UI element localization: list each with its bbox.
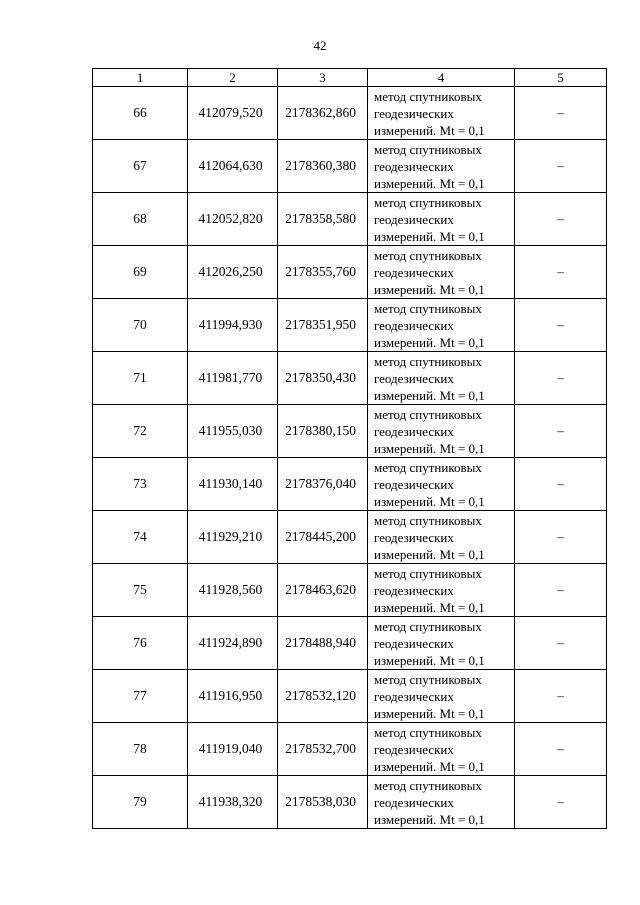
note-cell: – — [515, 458, 607, 511]
coordinate-y-cell: 2178355,760 — [278, 246, 368, 299]
table-row — [93, 776, 607, 829]
note-cell: – — [515, 140, 607, 193]
method-cell — [368, 352, 515, 405]
note-cell: – — [515, 564, 607, 617]
point-number-cell: 71 — [93, 352, 188, 405]
table-row — [93, 140, 607, 193]
coordinate-x-cell: 412064,630 — [188, 140, 278, 193]
note-cell: – — [515, 193, 607, 246]
coordinate-x-cell: 411919,040 — [188, 723, 278, 776]
table-header — [93, 69, 607, 87]
coordinate-x-cell: 411981,770 — [188, 352, 278, 405]
method-cell — [368, 458, 515, 511]
header-cell-5: 5 — [515, 69, 607, 87]
coordinate-x-cell: 411924,890 — [188, 617, 278, 670]
method-cell — [368, 87, 515, 140]
table-row — [93, 87, 607, 140]
coordinate-y-cell: 2178445,200 — [278, 511, 368, 564]
coordinate-y-cell: 2178362,860 — [278, 87, 368, 140]
coordinate-x-cell: 411955,030 — [188, 405, 278, 458]
point-number-cell: 66 — [93, 87, 188, 140]
note-cell: – — [515, 670, 607, 723]
method-text: метод спутниковых геодезических измерений. Mt = 0,1 — [374, 194, 485, 244]
method-text: метод спутниковых геодезических измерений. Mt = 0,1 — [374, 618, 485, 668]
table-row — [93, 511, 607, 564]
point-number-cell: 79 — [93, 776, 188, 829]
coordinate-y-cell: 2178358,580 — [278, 193, 368, 246]
point-number-cell: 69 — [93, 246, 188, 299]
method-cell — [368, 140, 515, 193]
note-cell: – — [515, 87, 607, 140]
method-text: метод спутниковых геодезических измерений. Mt = 0,1 — [374, 353, 485, 403]
coordinate-y-cell: 2178380,150 — [278, 405, 368, 458]
point-number-cell: 72 — [93, 405, 188, 458]
table-row — [93, 458, 607, 511]
table-row — [93, 246, 607, 299]
note-cell: – — [515, 405, 607, 458]
header-row — [93, 69, 607, 87]
method-cell — [368, 299, 515, 352]
method-text: метод спутниковых геодезических измерений. Mt = 0,1 — [374, 512, 485, 562]
table-row — [93, 299, 607, 352]
point-number-cell: 67 — [93, 140, 188, 193]
note-cell: – — [515, 511, 607, 564]
method-text: метод спутниковых геодезических измерений. Mt = 0,1 — [374, 777, 485, 827]
method-text: метод спутниковых геодезических измерений. Mt = 0,1 — [374, 459, 485, 509]
method-text: метод спутниковых геодезических измерений. Mt = 0,1 — [374, 141, 485, 191]
point-number-cell: 78 — [93, 723, 188, 776]
table-row — [93, 564, 607, 617]
note-cell: – — [515, 617, 607, 670]
coordinate-y-cell: 2178463,620 — [278, 564, 368, 617]
coordinate-x-cell: 412079,520 — [188, 87, 278, 140]
note-cell: – — [515, 776, 607, 829]
method-cell — [368, 193, 515, 246]
table-row — [93, 723, 607, 776]
coordinate-y-cell: 2178350,430 — [278, 352, 368, 405]
coordinate-x-cell: 411930,140 — [188, 458, 278, 511]
method-cell — [368, 511, 515, 564]
coordinate-x-cell: 411994,930 — [188, 299, 278, 352]
coordinate-y-cell: 2178532,700 — [278, 723, 368, 776]
header-cell-4: 4 — [368, 69, 515, 87]
coordinate-y-cell: 2178488,940 — [278, 617, 368, 670]
coordinate-y-cell: 2178532,120 — [278, 670, 368, 723]
table-row — [93, 405, 607, 458]
note-cell: – — [515, 246, 607, 299]
table-body — [93, 87, 607, 829]
coordinate-y-cell: 2178360,380 — [278, 140, 368, 193]
coordinate-y-cell: 2178538,030 — [278, 776, 368, 829]
table-row — [93, 352, 607, 405]
table-row — [93, 193, 607, 246]
point-number-cell: 74 — [93, 511, 188, 564]
method-cell — [368, 246, 515, 299]
method-text: метод спутниковых геодезических измерений. Mt = 0,1 — [374, 247, 485, 297]
method-cell — [368, 723, 515, 776]
point-number-cell: 70 — [93, 299, 188, 352]
point-number-cell: 75 — [93, 564, 188, 617]
note-cell: – — [515, 352, 607, 405]
coordinate-x-cell: 411929,210 — [188, 511, 278, 564]
method-text: метод спутниковых геодезических измерений. Mt = 0,1 — [374, 671, 485, 721]
point-number-cell: 68 — [93, 193, 188, 246]
point-number-cell: 76 — [93, 617, 188, 670]
method-cell — [368, 670, 515, 723]
method-text: метод спутниковых геодезических измерений. Mt = 0,1 — [374, 88, 485, 138]
note-cell: – — [515, 299, 607, 352]
header-cell-1: 1 — [93, 69, 188, 87]
table-row — [93, 670, 607, 723]
method-text: метод спутниковых геодезических измерений. Mt = 0,1 — [374, 406, 485, 456]
coordinate-y-cell: 2178376,040 — [278, 458, 368, 511]
coordinate-x-cell: 411916,950 — [188, 670, 278, 723]
coordinate-x-cell: 412052,820 — [188, 193, 278, 246]
method-text: метод спутниковых геодезических измерений. Mt = 0,1 — [374, 565, 485, 615]
method-cell — [368, 617, 515, 670]
header-cell-2: 2 — [188, 69, 278, 87]
point-number-cell: 77 — [93, 670, 188, 723]
coordinate-x-cell: 411928,560 — [188, 564, 278, 617]
coordinates-table — [92, 68, 607, 829]
method-cell — [368, 405, 515, 458]
point-number-cell: 73 — [93, 458, 188, 511]
table-row — [93, 617, 607, 670]
method-text: метод спутниковых геодезических измерений. Mt = 0,1 — [374, 724, 485, 774]
coordinate-x-cell: 411938,320 — [188, 776, 278, 829]
header-cell-3: 3 — [278, 69, 368, 87]
coordinate-y-cell: 2178351,950 — [278, 299, 368, 352]
method-cell — [368, 564, 515, 617]
method-text: метод спутниковых геодезических измерений. Mt = 0,1 — [374, 300, 485, 350]
method-cell — [368, 776, 515, 829]
note-cell: – — [515, 723, 607, 776]
page-number: 42 — [313, 38, 327, 53]
coordinate-x-cell: 412026,250 — [188, 246, 278, 299]
